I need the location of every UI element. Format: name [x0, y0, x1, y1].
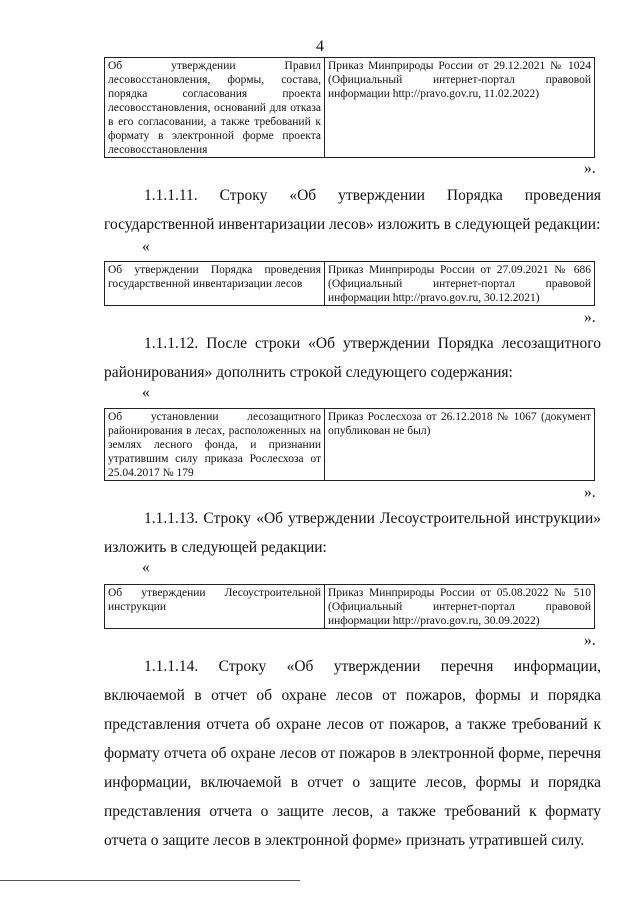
table-cell-name: Об утверждении Лесоустроительной инструкции: [105, 585, 325, 629]
table-cell-name: Об утверждении Порядка проведения государственной инвентаризации лесов: [105, 262, 325, 306]
table-cell-source: Приказ Минприроды России от 29.12.2021 № 1024 (Официальный интернет-портал правовой информации http://pravo.gov.ru, 11.02.2022): [325, 58, 595, 158]
opening-quote: «: [142, 384, 150, 401]
paragraph-1-1-1-14: 1.1.1.14. Строку «Об утверждении перечня информации, включаемой в отчет об охране лесов от пожаров, формы и порядка представления отчета об охране лесов от пожаров, а также требований к формату отчета об охране лесов от пожаров в электронной форме, перечня информации, включаемой в отчет о защите лесов, формы и порядка представления отчета о защите лесов, а также требований к формату отчета о защите лесов в электронной форме» признать утратившей силу.: [104, 658, 601, 849]
bottom-divider: [0, 880, 300, 881]
paragraph-1-1-1-13: 1.1.1.13. Строку «Об утверждении Лесоустроительной инструкции» изложить в следующей редакции:: [104, 510, 601, 556]
table-cell-name: Об установлении лесозащитного районирования в лесах, расположенных на землях лесного фонда, и признании утратившим силу приказа Рослесхоза от 25.04.2017 № 179: [105, 409, 325, 481]
table-cell-source: Приказ Минприроды России от 05.08.2022 № 510 (Официальный интернет-портал правовой информации http://pravo.gov.ru, 30.09.2022): [325, 585, 595, 629]
closing-quote: ».: [584, 160, 596, 177]
paragraph-1-1-1-11: 1.1.1.11. Строку «Об утверждении Порядка проведения государственной инвентаризации лесов» изложить в следующей редакции:: [104, 187, 601, 233]
table-cell-source: Приказ Минприроды России от 27.09.2021 № 686 (Официальный интернет-портал правовой информации http://pravo.gov.ru, 30.12.2021): [325, 262, 595, 306]
table-forest-protection-zoning: [104, 408, 595, 481]
closing-quote: ».: [584, 632, 596, 649]
table-row: [105, 585, 595, 629]
opening-quote: «: [142, 238, 150, 255]
table-cell-name: Об утверждении Правил лесовосстановления, формы, состава, порядка согласования проекта лесовосстановления, оснований для отказа в его согласовании, а также требований к формату в электронной форме проекта лесовосстановления: [105, 58, 325, 158]
table-forest-inventory: [104, 261, 595, 306]
table-forest-management-instruction: [104, 584, 595, 629]
table-row: [105, 58, 595, 158]
page-number: 4: [316, 38, 324, 55]
table-forest-restoration: [104, 57, 595, 158]
table-row: [105, 409, 595, 481]
closing-quote: ».: [584, 484, 596, 501]
table-cell-source: Приказ Рослесхоза от 26.12.2018 № 1067 (документ опубликован не был): [325, 409, 595, 481]
closing-quote: ».: [584, 309, 596, 326]
table-row: [105, 262, 595, 306]
paragraph-1-1-1-12: 1.1.1.12. После строки «Об утверждении Порядка лесозащитного районирования» дополнить строкой следующего содержания:: [104, 335, 601, 381]
opening-quote: «: [142, 559, 150, 576]
